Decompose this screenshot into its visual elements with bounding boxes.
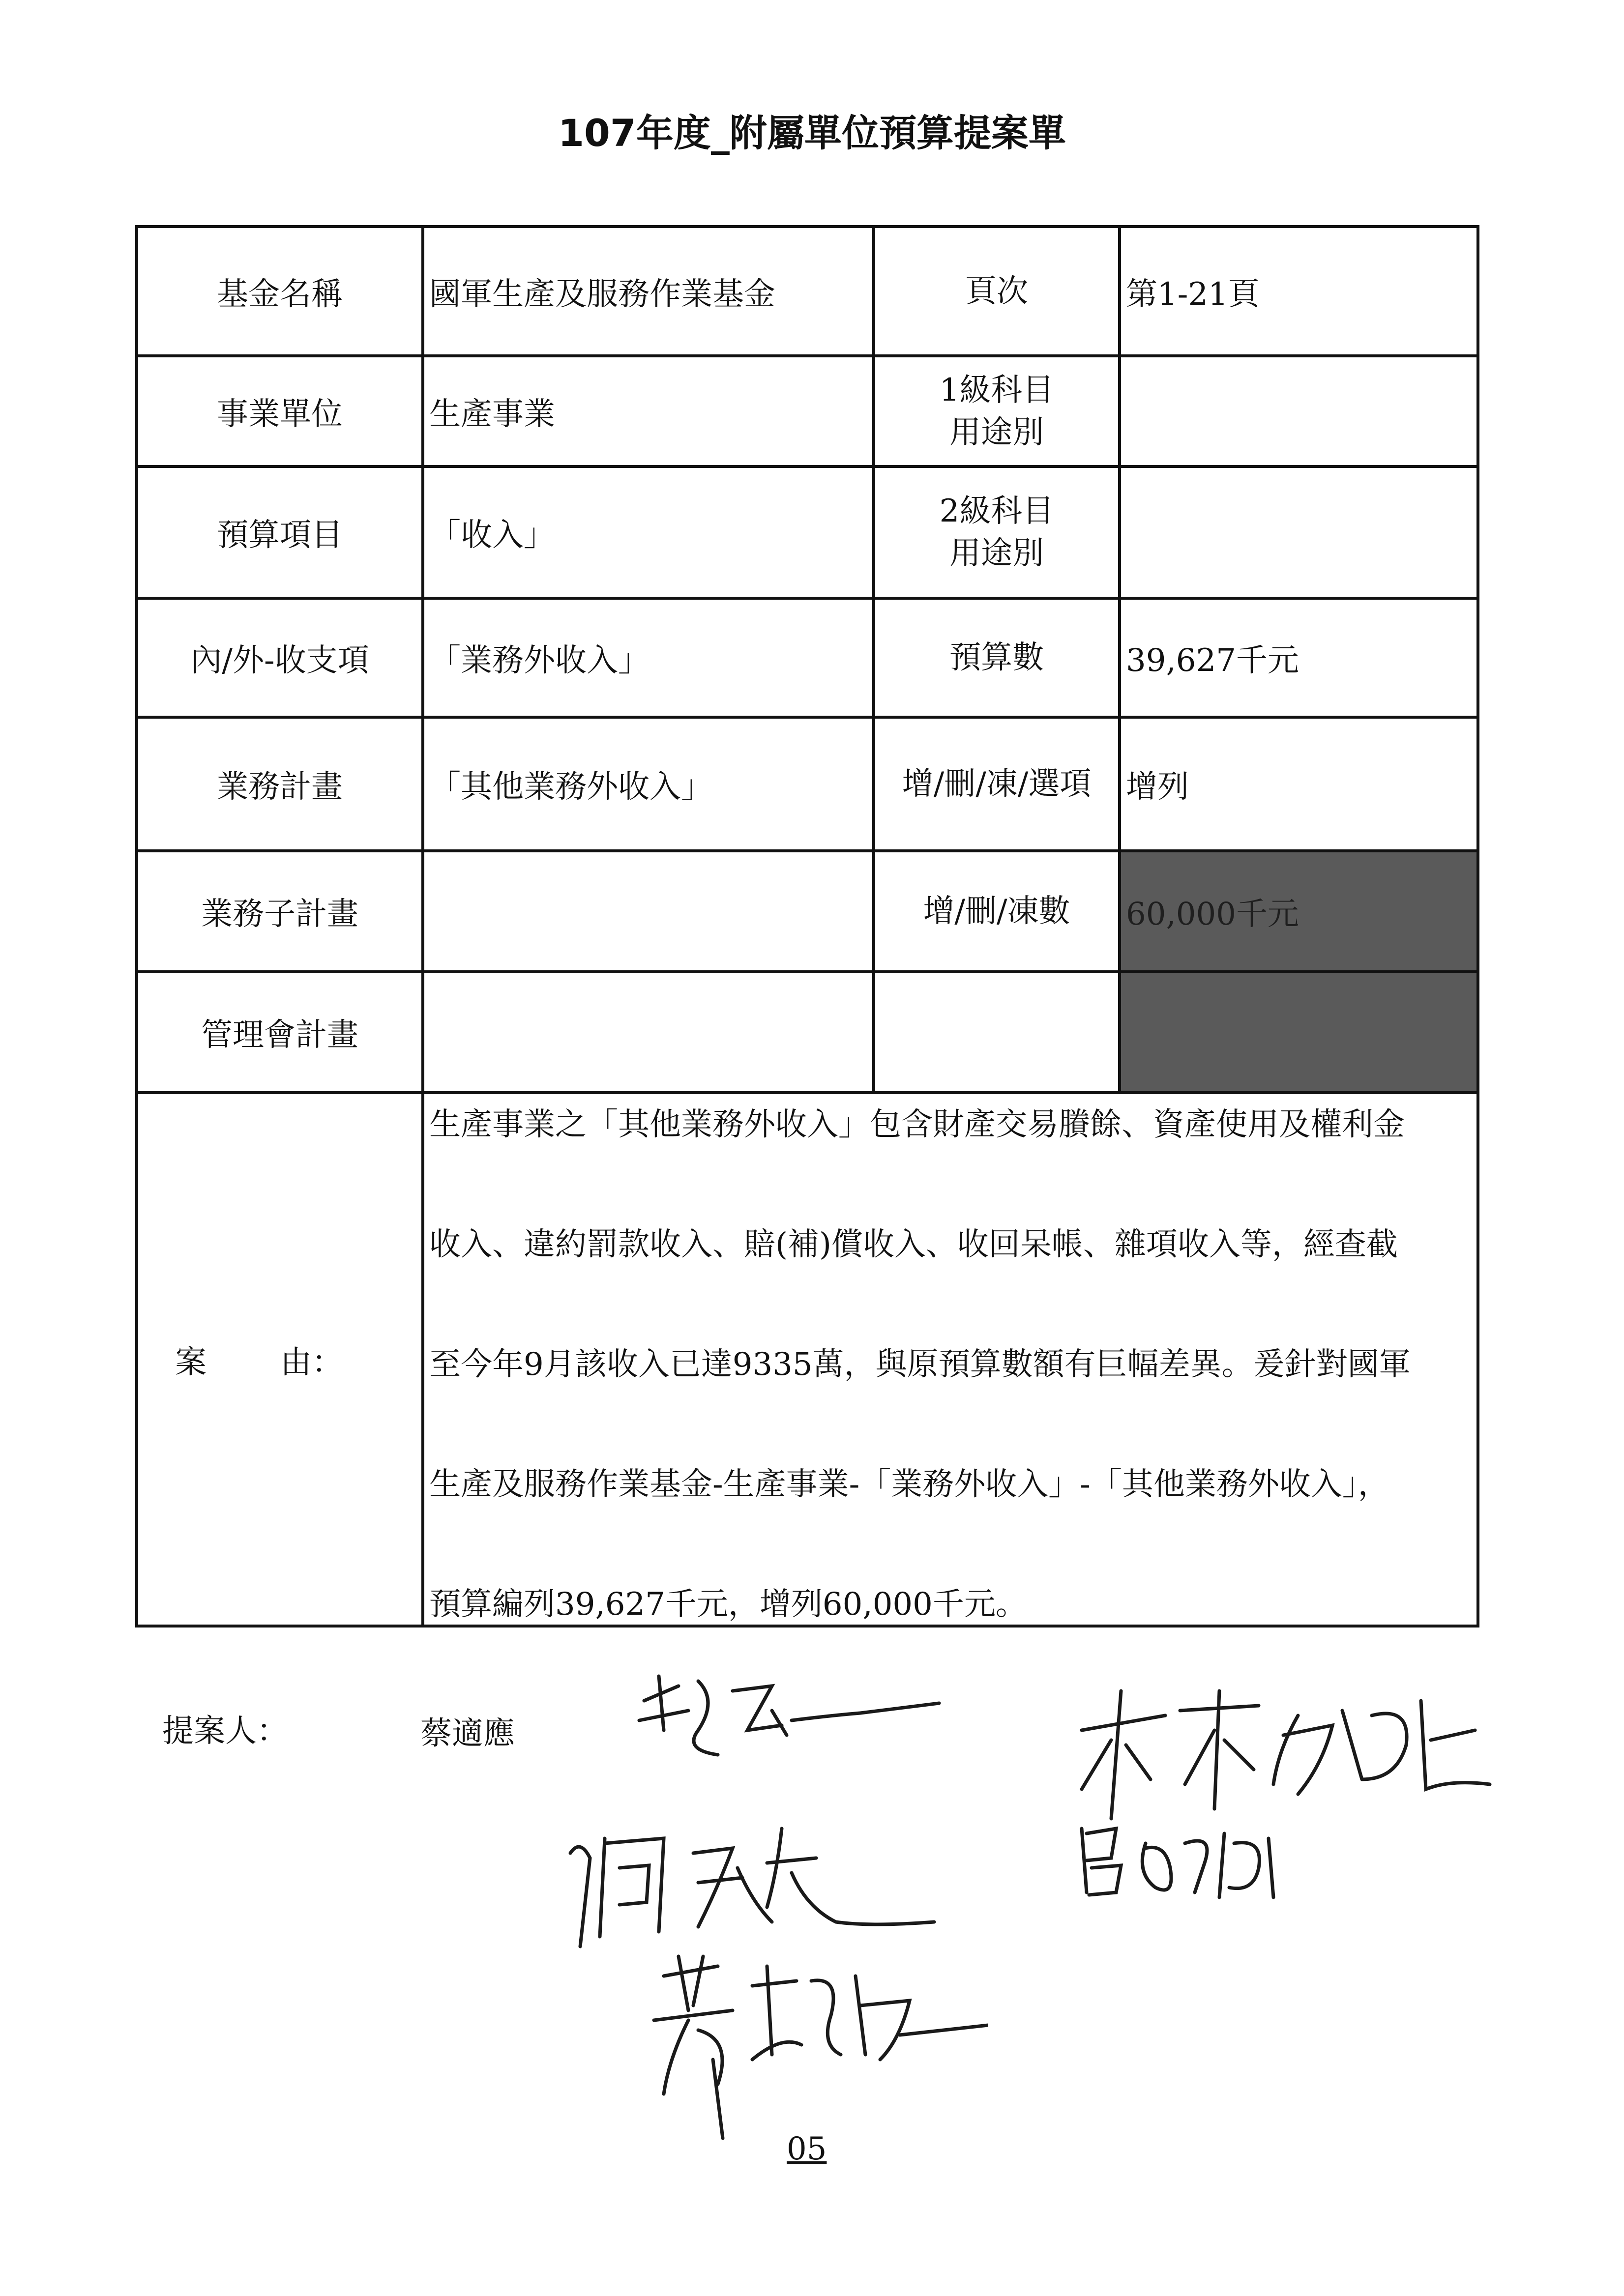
proposal-form-table [135,225,1479,1628]
field-value-management-plan [423,972,874,1093]
field-value-level2-subject [1120,466,1478,598]
field-label-budget-item: 預算項目 [137,466,423,598]
field-value-business-plan: 「其他業務外收入」 [423,717,874,851]
reason-label-char: 案 [175,1344,207,1381]
table-row [137,717,1478,851]
field-label-fund-name: 基金名稱 [137,227,423,356]
level1-subject-line1: 1級科目 [939,372,1054,408]
field-label-action-option: 增/刪/凍/選項 [874,717,1120,851]
field-label-empty [874,972,1120,1093]
level2-subject-line2: 用途別 [949,535,1044,572]
handwritten-signature [1072,1814,1298,1902]
field-value-business-unit: 生產事業 [423,356,874,466]
proposer-name: 蔡適應 [420,1715,515,1752]
field-label-action-amount: 增/刪/凍數 [874,851,1120,972]
handwritten-signature [624,1657,949,1774]
reason-line: 預算編列39,627千元，增列60,000千元。 [429,1586,1027,1623]
handwritten-signature [1067,1671,1509,1824]
field-label-business-plan: 業務計畫 [137,717,423,851]
table-row [137,851,1478,972]
proposer-label: 提案人： [162,1713,288,1749]
field-label-page: 頁次 [874,227,1120,356]
reason-line: 至今年9月該收入已達9335萬，與原預算數額有巨幅差異。爰針對國軍 [429,1346,1411,1383]
handwritten-signature [551,1809,944,1956]
table-row [137,972,1478,1093]
field-value-fund-name: 國軍生產及服務作業基金 [423,227,874,356]
page-number: 05 [787,2131,827,2167]
reason-line: 生產事業之「其他業務外收入」包含財產交易賸餘、資產使用及權利金 [429,1106,1405,1143]
field-value-action-option: 增列 [1120,717,1478,851]
table-row-reason [137,1093,1478,1626]
reason-line: 生產及服務作業基金-生產事業-「業務外收入」-「其他業務外收入」， [429,1466,1389,1503]
field-value-action-amount: 60,000千元 [1120,851,1478,972]
field-value-page: 第1-21頁 [1120,227,1478,356]
field-value-revenue-type: 「業務外收入」 [423,598,874,717]
table-row [137,466,1478,598]
field-value-sub-plan [423,851,874,972]
field-value-budget-item: 「收入」 [423,466,874,598]
field-value-budget-amount: 39,627千元 [1120,598,1478,717]
table-row [137,356,1478,466]
field-label-budget-amount: 預算數 [874,598,1120,717]
page-title: 107年度_附屬單位預算提案單 [558,111,1066,155]
field-label-revenue-type: 內/外-收支項 [137,598,423,717]
reason-label-suffix: 由： [280,1344,343,1381]
table-row [137,598,1478,717]
field-label-management-plan: 管理會計畫 [137,972,423,1093]
reason-text [423,1093,1478,1626]
level1-subject-line2: 用途別 [949,414,1044,451]
reason-line: 收入、違約罰款收入、賠(補)償收入、收回呆帳、雜項收入等，經查截 [429,1226,1398,1263]
handwritten-signature [634,1947,988,2143]
field-value-empty-shaded [1120,972,1478,1093]
reason-label [137,1093,423,1626]
field-value-level1-subject [1120,356,1478,466]
field-label-level1-subject [874,356,1120,466]
table-row [137,227,1478,356]
level2-subject-line1: 2級科目 [939,493,1054,529]
field-label-business-unit: 事業單位 [137,356,423,466]
field-label-sub-plan: 業務子計畫 [137,851,423,972]
field-label-level2-subject [874,466,1120,598]
